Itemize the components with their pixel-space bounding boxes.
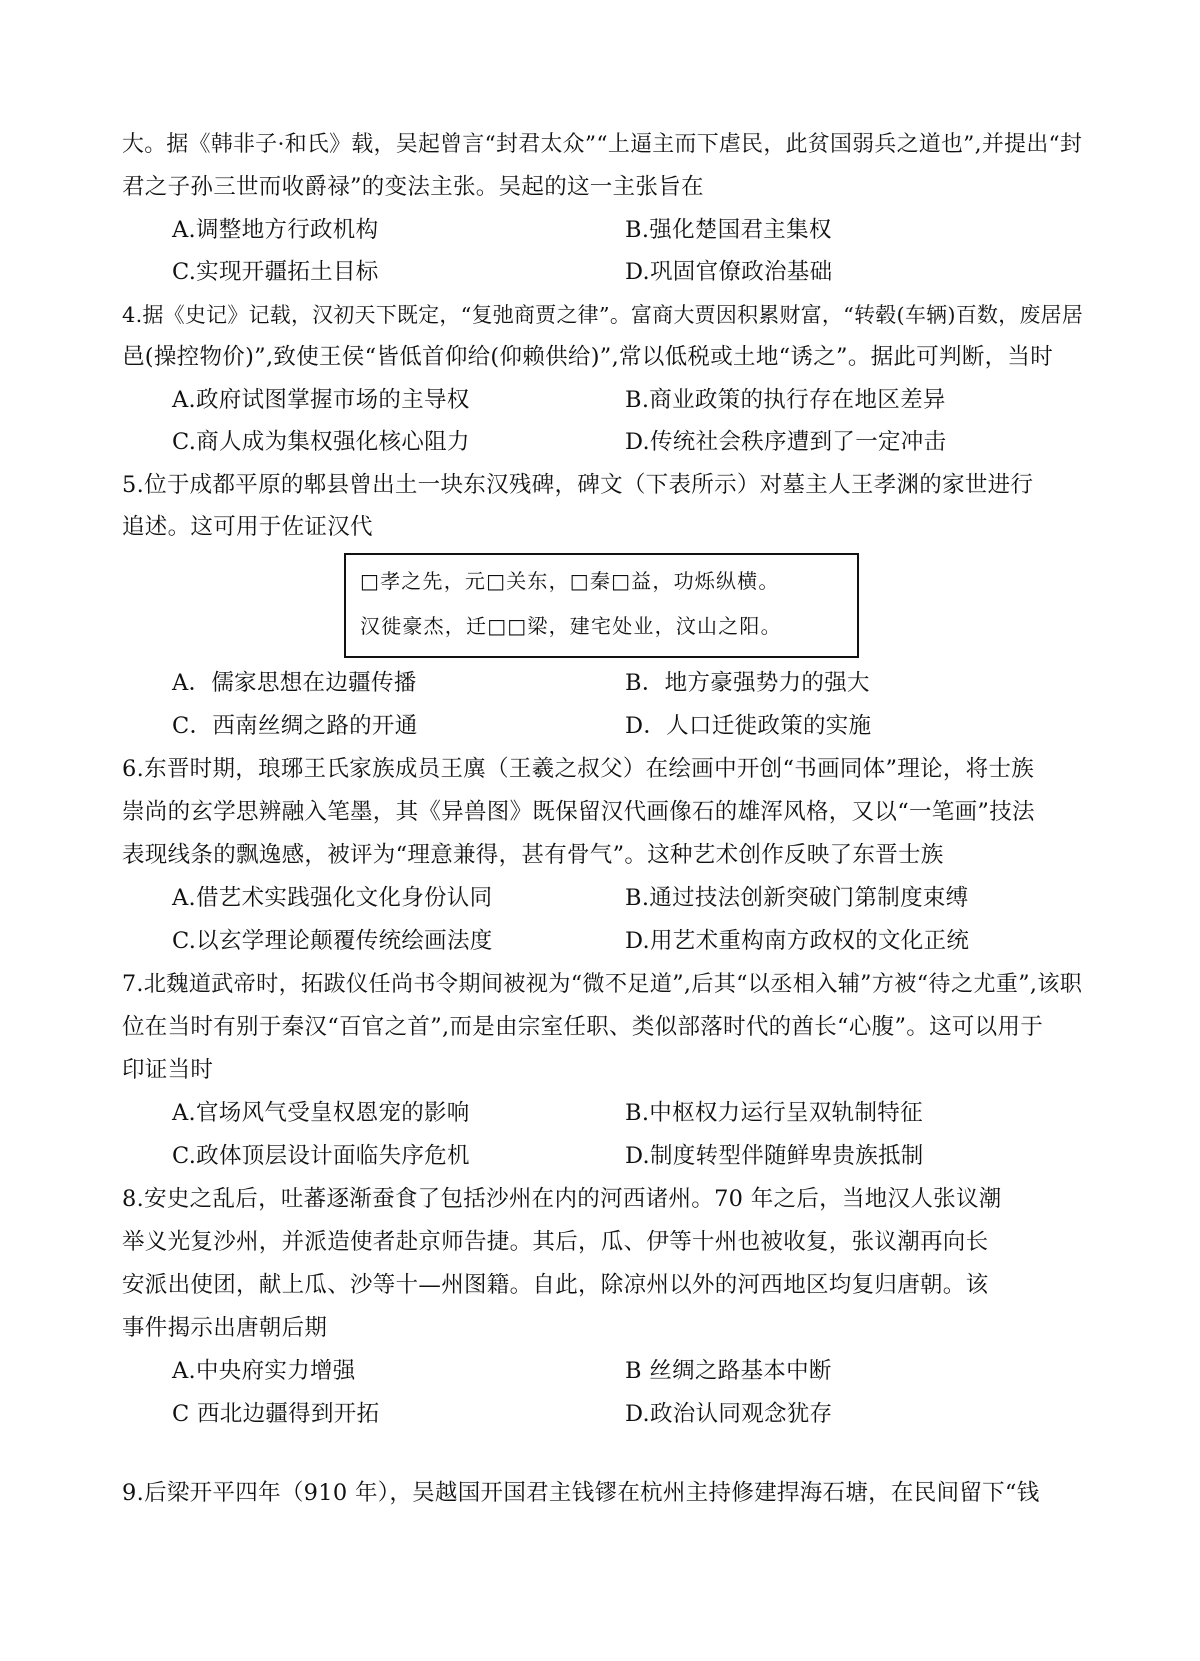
q9-stem-line-1: 9.后梁开平四年（910 年），吴越国开国君主钱镠在杭州主持修建捍海石塘，在民间留下“钱: [122, 1480, 1040, 1506]
q8-stem-line-3: 安派出使团，献上瓜、沙等十—州图籍。自此，除凉州以外的河西地区均复归唐朝。该: [122, 1272, 989, 1298]
q8-stem-line-4: 事件揭示出唐朝后期: [122, 1315, 328, 1341]
q7-stem-line-3: 印证当时: [122, 1057, 214, 1083]
q5-option-b: B．地方豪强势力的强大: [625, 670, 870, 696]
q5-option-c: C．西南丝绸之路的开通: [172, 713, 418, 739]
q5-option-a: A．儒家思想在边疆传播: [172, 670, 417, 696]
q8-option-d: D.政治认同观念犹存: [625, 1401, 833, 1427]
q6-stem-line-1: 6.东晋时期，琅琊王氏家族成员王廙（王羲之叔父）在绘画中开创“书画同体”理论，将士族: [122, 756, 1035, 782]
q3-option-b: B.强化楚国君主集权: [625, 217, 832, 243]
q7-option-c: C.政体顶层设计面临失序危机: [172, 1143, 470, 1169]
q6-option-d: D.用艺术重构南方政权的文化正统: [625, 928, 970, 954]
q8-option-b: B 丝绸之路基本中断: [625, 1358, 832, 1384]
q8-stem-line-2: 举义光复沙州，并派造使者赴京师告捷。其后，瓜、伊等十州也被收复，张议潮再向长: [122, 1229, 989, 1255]
q6-option-c: C.以玄学理论颠覆传统绘画法度: [172, 928, 493, 954]
q7-option-d: D.制度转型伴随鲜卑贵族抵制: [625, 1143, 924, 1169]
q6-stem-line-3: 表现线条的飘逸感，被评为“理意兼得，甚有骨气”。这种艺术创作反映了东晋士族: [122, 842, 944, 868]
q7-stem-line-1: 7.北魏道武帝时，拓跋仪任尚书令期间被视为“微不足道”,后其“以丞相入辅”方被“待之尤重”,该职: [122, 971, 1083, 997]
q8-option-a: A.中央府实力增强: [172, 1358, 356, 1384]
q3-option-a: A.调整地方行政机构: [172, 217, 379, 243]
q4-option-b: B.商业政策的执行存在地区差异: [625, 387, 946, 413]
stele-line-1: □孝之先，元□关东，□秦□益，功烁纵横。: [360, 569, 780, 593]
stele-inscription-box: [344, 553, 859, 658]
q8-option-c: C 西北边疆得到开拓: [172, 1401, 380, 1427]
q3-option-c: C.实现开疆拓土目标: [172, 259, 379, 285]
q4-stem-line-1: 4.据《史记》记载，汉初天下既定，“复弛商贾之律”。富商大贾因积累财富，“转毂(车辆)百数，废居居: [122, 303, 1084, 327]
q6-option-b: B.通过技法创新突破门第制度束缚: [625, 885, 969, 911]
q8-stem-line-1: 8.安史之乱后，吐蕃逐渐蚕食了包括沙州在内的河西诸州。70 年之后，当地汉人张议潮: [122, 1186, 1002, 1212]
q5-stem-line-2: 追述。这可用于佐证汉代: [122, 514, 373, 540]
q6-option-a: A.借艺术实践强化文化身份认同: [172, 885, 493, 911]
q5-stem-line-1: 5.位于成都平原的郫县曾出土一块东汉残碑，碑文（下表所示）对墓主人王孝渊的家世进行: [122, 472, 1034, 498]
q5-option-d: D．人口迁徙政策的实施: [625, 713, 872, 739]
q3-option-d: D.巩固官僚政治基础: [625, 259, 833, 285]
q4-option-d: D.传统社会秩序遭到了一定冲击: [625, 429, 947, 455]
q3-stem-line-1: 大。据《韩非子·和氏》载，吴起曾言“封君太众”“上逼主而下虐民，此贫国弱兵之道也”,并提出“封: [122, 132, 1083, 157]
q4-option-c: C.商人成为集权强化核心阻力: [172, 429, 470, 455]
q4-option-a: A.政府试图掌握市场的主导权: [172, 387, 470, 413]
q7-option-b: B.中枢权力运行呈双轨制特征: [625, 1100, 923, 1126]
q3-stem-line-2: 君之子孙三世而收爵禄”的变法主张。吴起的这一主张旨在: [122, 174, 704, 200]
q6-stem-line-2: 崇尚的玄学思辨融入笔墨，其《异兽图》既保留汉代画像石的雄浑风格，又以“一笔画”技法: [122, 799, 1035, 825]
q4-stem-line-2: 邑(操控物价)”,致使王侯“皆低首仰给(仰赖供给)”,常以低税或土地“诱之”。据此可判断，当时: [122, 344, 1054, 370]
q7-option-a: A.官场风气受皇权恩宠的影响: [172, 1100, 470, 1126]
q7-stem-line-2: 位在当时有别于秦汉“百官之首”,而是由宗室任职、类似部落时代的酋长“心腹”。这可以用于: [122, 1014, 1044, 1040]
stele-line-2: 汉徙豪杰，迁□□梁，建宅处业，汶山之阳。: [360, 614, 782, 638]
